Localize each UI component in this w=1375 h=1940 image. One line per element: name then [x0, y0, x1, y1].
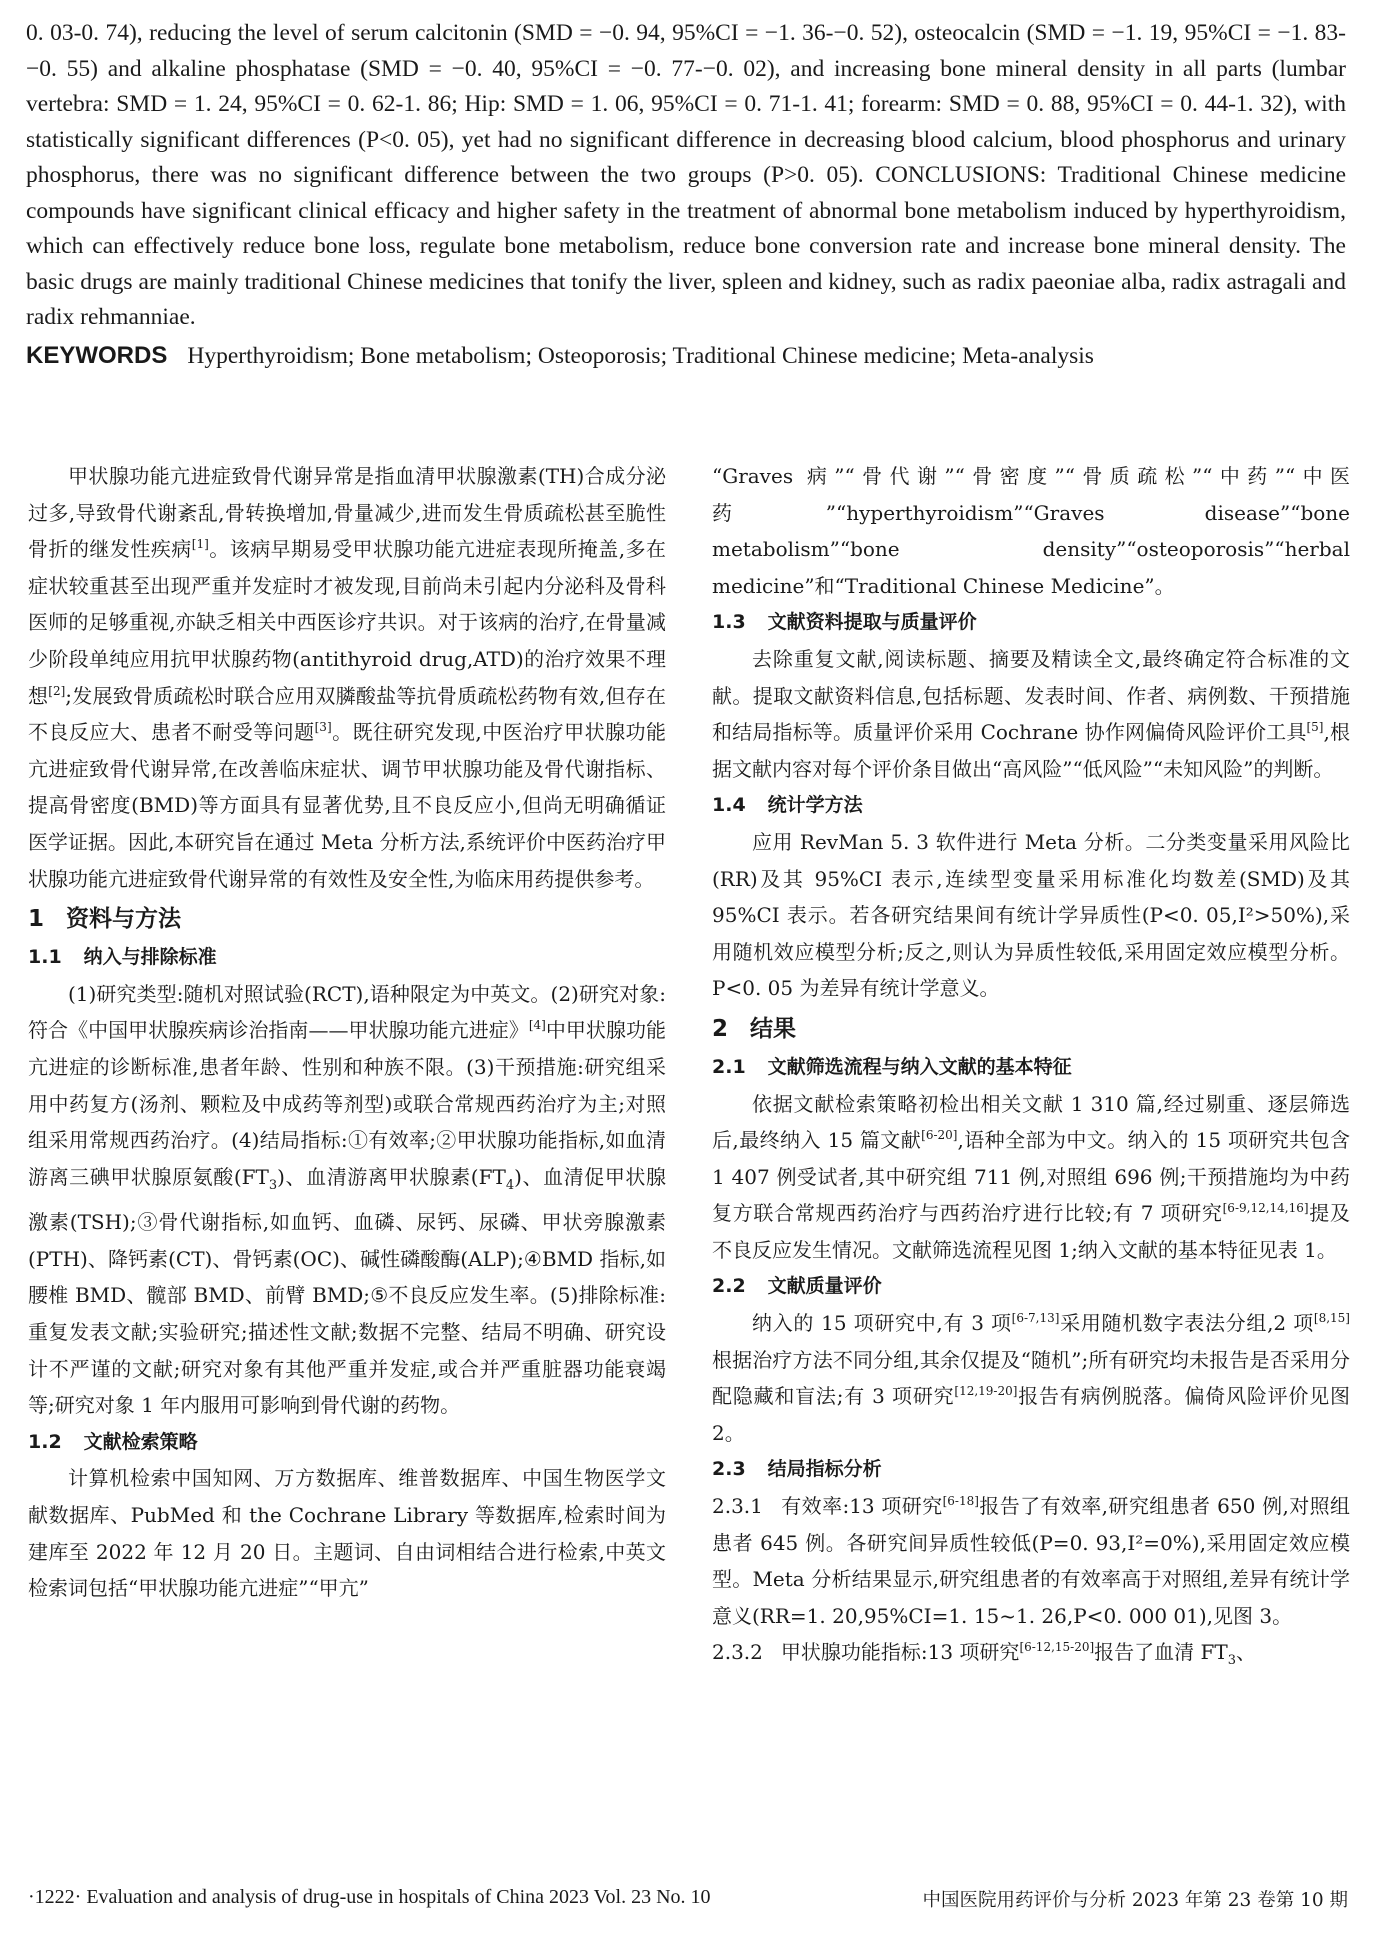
citation[interactable]: [4]	[528, 1018, 546, 1033]
section-heading-2-2: 2.2 文献质量评价	[712, 1275, 882, 1298]
footer-journal-en: ·1222· Evaluation and analysis of drug-use in hospitals of China 2023 Vol. 23 No. 10	[28, 1886, 711, 1908]
screening-paragraph: 依据文献检索策略初检出相关文献 1 310 篇,经过剔重、逐层筛选后,最终纳入 15 篇文献[6-20],语种全部为中文。纳入的 15 项研究共包含 1 407 例受试者,其中研究组 711 例,对照组 696 例;干预措施均为中药复方联合常规西药治疗与西药治疗进行比较;有 7 项研究[6-9,12,14,16]提及不良反应发生情况。文献筛选流程见图 1;纳入文献的基本特征见表 1。	[712, 1091, 1350, 1262]
thyroid-function-paragraph: 2.3.2 甲状腺功能指标:13 项研究[6-12,15-20]报告了血清 $FT_3$、	[712, 1640, 1257, 1669]
citation[interactable]: [1]	[191, 537, 209, 552]
citation[interactable]: [6-20]	[921, 1128, 958, 1143]
citation[interactable]: [6-7,13]	[1011, 1311, 1060, 1326]
english-abstract	[26, 16, 1346, 374]
inclusion-criteria-paragraph: (1)研究类型:随机对照试验(RCT),语种限定为中英文。(2)研究对象:符合《中国甲状腺疾病诊治指南——甲状腺功能亢进症》[4]中甲状腺功能亢进症的诊断标准,患者年龄、性别和种族不限。(3)干预措施:研究组采用中药复方(汤剂、颗粒及中成药等剂型)或联合常规西药治疗为主;对照组采用常规西药治疗。(4)结局指标:①有效率;②甲状腺功能指标,如血清游离三碘甲状腺原氨酸$(FT_3)$、血清游离甲状腺素$(FT_4)$、血清促甲状腺激素(TSH);③骨代谢指标,如血钙、血磷、尿钙、尿磷、甲状旁腺激素(PTH)、降钙素(CT)、骨钙素(OC)、碱性磷酸酶(ALP);④BMD 指标,如腰椎 BMD、髋部 BMD、前臂 BMD;⑤不良反应发生率。(5)排除标准:重复发表文献;实验研究;描述性文献;数据不完整、结局不明确、研究设计不严谨的文献;研究对象有其他严重并发症,或合并严重脏器功能衰竭等;研究对象 1 年内服用可影响到骨代谢的药物。	[28, 981, 667, 1418]
keywords-line	[26, 338, 1346, 375]
citation[interactable]: [6-9,12,14,16]	[1222, 1201, 1309, 1216]
search-strategy-paragraph: 计算机检索中国知网、万方数据库、维普数据库、中国生物医学文献数据库、PubMed 和 the Cochrane Library 等数据库,检索时间为建库至 2022 年 12 月 20 日。主题词、自由词相结合进行检索,中英文检索词包括“甲状腺功能亢进症”“甲亢”	[28, 1466, 666, 1601]
quality-paragraph: 纳入的 15 项研究中,有 3 项[6-7,13]采用随机数字表法分组,2 项[8,15]根据治疗方法不同分组,其余仅提及“随机”;所有研究均未报告是否采用分配隐藏和盲法;有 3 项研究[12,19-20]报告有病例脱落。偏倚风险评价见图 2。	[712, 1311, 1350, 1445]
extraction-paragraph: 去除重复文献,阅读标题、摘要及精读全文,最终确定符合标准的文献。提取文献资料信息,包括标题、发表时间、作者、病例数、干预措施和结局指标等。质量评价采用 Cochrane 协作网偏倚风险评价工具[5],根据文献内容对每个评价条目做出“高风险”“低风险”“未知风险”的判断。	[712, 646, 1351, 781]
section-heading-1-1: 1.1 纳入与排除标准	[28, 946, 217, 969]
keywords-label: KEYWORDS	[26, 341, 168, 369]
left-column	[28, 458, 666, 1607]
section-heading-2-3: 2.3 结局指标分析	[712, 1458, 882, 1481]
section-heading-1-3: 1.3 文献资料提取与质量评价	[712, 611, 977, 634]
citation[interactable]: [6-18]	[942, 1494, 979, 1509]
citation[interactable]: [8,15]	[1313, 1311, 1350, 1326]
footer-journal-cn: 中国医院用药评价与分析 2023 年第 23 卷第 10 期	[922, 1890, 1348, 1911]
citation[interactable]: [5]	[1306, 720, 1324, 735]
abstract-text: 0. 03-0. 74), reducing the level of serum calcitonin (SMD = −0. 94, 95%CI = −1. 36-−0. 52), osteocalcin (SMD = −1. 19, 95%CI = −1. 83-−0. 55) and alkaline phosphatase (SMD = −0. 40, 95%CI = −0. 77-−0. 02), and increasing bone mineral density in all parts (lumbar vertebra: SMD = 1. 24, 95%CI = 0. 62-1. 86; Hip: SMD = 1. 06, 95%CI = 0. 71-1. 41; forearm: SMD = 0. 88, 95%CI = 0. 44-1. 32), with statistically significant differences (P<0. 05), yet had no significant difference in decreasing blood calcium, blood phosphorus and urinary phosphorus, there was no significant difference between the two groups (P>0. 05). CONCLUSIONS: Traditional Chinese medicine compounds have significant clinical efficacy and higher safety in the treatment of abnormal bone metabolism induced by hyperthyroidism, which can effectively reduce bone loss, regulate bone metabolism, reduce bone conversion rate and increase bone mineral density. The basic drugs are mainly traditional Chinese medicines that tonify the liver, spleen and kidney, such as radix paeoniae alba, radix astragali and radix rehmanniae.	[26, 20, 1346, 330]
citation[interactable]: [3]	[314, 720, 332, 735]
intro-paragraph: 甲状腺功能亢进症致骨代谢异常是指血清甲状腺激素(TH)合成分泌过多,导致骨代谢紊乱,骨转换增加,骨量减少,进而发生骨质疏松甚至脆性骨折的继发性疾病[1]。该病早期易受甲状腺功能亢进症表现所掩盖,多在症状较重甚至出现严重并发症时才被发现,目前尚未引起内分泌科及骨科医师的足够重视,亦缺乏相关中西医诊疗共识。对于该病的治疗,在骨量减少阶段单纯应用抗甲状腺药物(antithyroid drug,ATD)的治疗效果不理想[2];发展致骨质疏松时联合应用双膦酸盐等抗骨质疏松药物有效,但存在不良反应大、患者不耐受等问题[3]。既往研究发现,中医治疗甲状腺功能亢进症致骨代谢异常,在改善临床症状、调节甲状腺功能及骨代谢指标、提高骨密度(BMD)等方面具有显著优势,且不良反应小,但尚无明确循证医学证据。因此,本研究旨在通过 Meta 分析方法,系统评价中医药治疗甲状腺功能亢进症致骨代谢异常的有效性及安全性,为临床用药提供参考。	[28, 464, 667, 891]
keywords-list: Hyperthyroidism; Bone metabolism; Osteoporosis; Traditional Chinese medicine; Meta-analysis	[187, 342, 1094, 369]
statistics-paragraph: 应用 RevMan 5. 3 软件进行 Meta 分析。二分类变量采用风险比(RR)及其 95%CI 表示,连续型变量采用标准化均数差(SMD)及其 95%CI 表示。若各研究结果间有统计学异质性(P<0. 05,I²>50%),采用随机效应模型分析;反之,则认为异质性较低,采用固定效应模型分析。P<0. 05 为差异有统计学意义。	[712, 829, 1350, 1001]
section-heading-1-4: 1.4 统计学方法	[712, 794, 863, 817]
search-terms-continued: “Graves 病”“骨代谢”“骨密度”“骨质疏松”“中药”“中医药”“hyperthyroidism”“Graves disease”“bone metabolism”“bone density”“osteoporosis”“herbal medicine”和“Traditional Chinese Medicine”。	[712, 464, 1350, 598]
section-heading-1: 1 资料与方法	[28, 906, 182, 933]
citation[interactable]: [12,19-20]	[954, 1384, 1018, 1399]
efficacy-paragraph: 2.3.1 有效率:13 项研究[6-18]报告了有效率,研究组患者 650 例,对照组患者 645 例。各研究间异质性较低(P=0. 93,I²=0%),采用固定效应模型。Meta 分析结果显示,研究组患者的有效率高于对照组,差异有统计学意义(RR=1. 20,95%CI=1. 15~1. 26,P<0. 000 01),见图 3。	[712, 1494, 1351, 1628]
section-heading-2: 2 结果	[712, 1015, 797, 1042]
citation[interactable]: [2]	[48, 683, 66, 698]
section-heading-1-2: 1.2 文献检索策略	[28, 1430, 198, 1453]
citation[interactable]: [6-12,15-20]	[1019, 1640, 1095, 1655]
section-heading-2-1: 2.1 文献筛选流程与纳入文献的基本特征	[712, 1055, 1072, 1078]
right-column	[712, 458, 1350, 1680]
page-footer	[28, 1886, 1348, 1916]
